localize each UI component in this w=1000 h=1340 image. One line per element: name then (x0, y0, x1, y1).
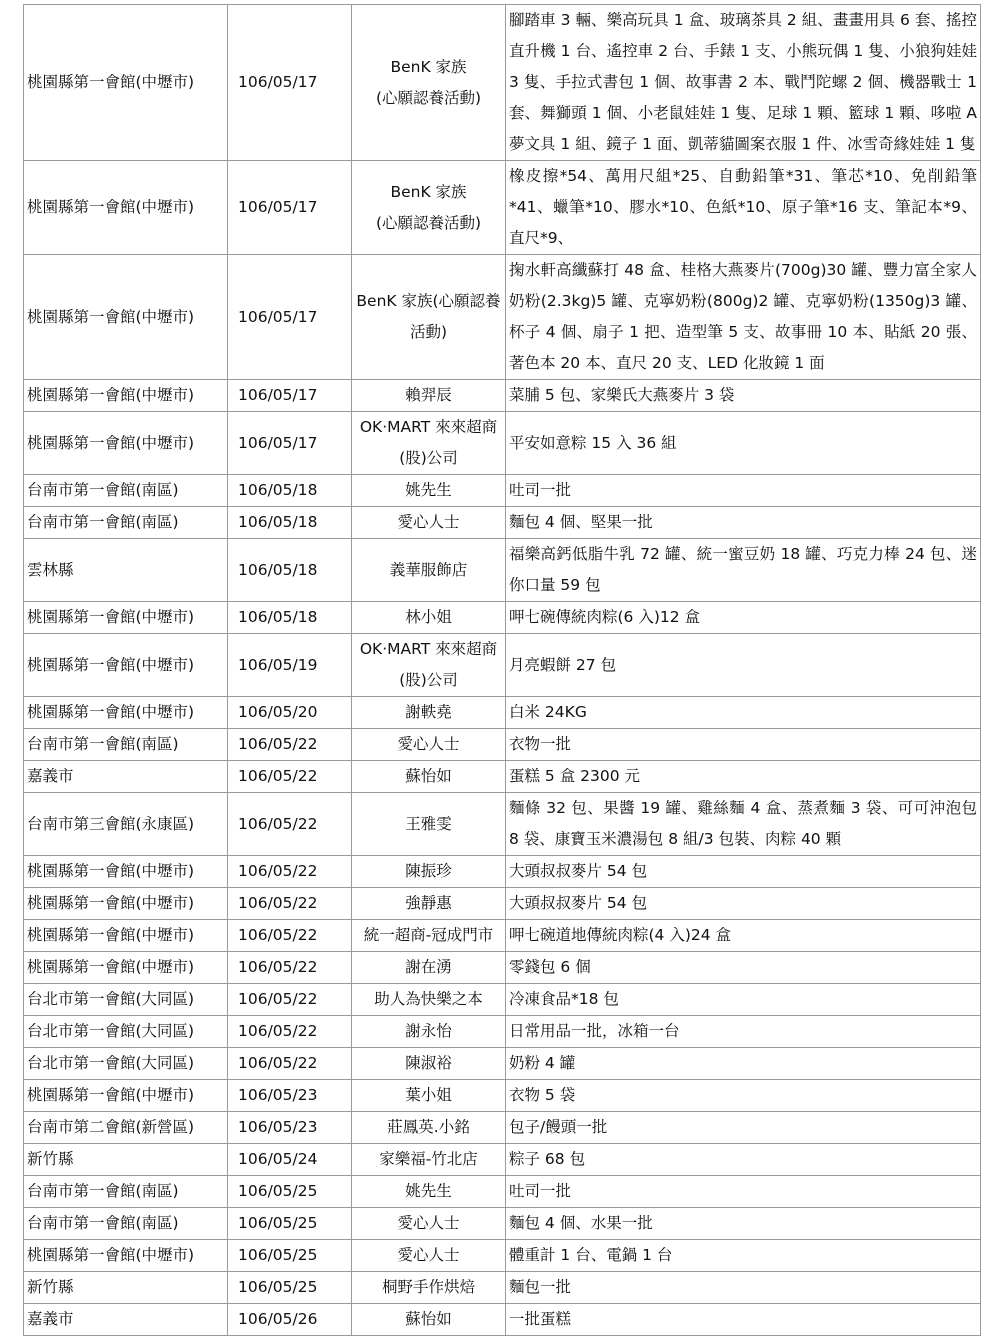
table-row (24, 729, 981, 761)
items-cell: 包子/饅頭一批 (506, 1112, 981, 1144)
donor-cell: 愛心人士 (352, 1208, 506, 1240)
location-cell: 桃園縣第一會館(中壢市) (24, 412, 228, 475)
items-cell: 福樂高鈣低脂牛乳 72 罐、統一蜜豆奶 18 罐、巧克力棒 24 包、迷你口量 59 包 (506, 539, 981, 602)
donor-cell: 王雅雯 (352, 793, 506, 856)
donor-cell: 蘇怡如 (352, 1304, 506, 1336)
table-row (24, 161, 981, 255)
date-cell: 106/05/22 (228, 1016, 352, 1048)
date-cell: 106/05/22 (228, 793, 352, 856)
table-row (24, 1240, 981, 1272)
donor-cell: 愛心人士 (352, 729, 506, 761)
date-cell: 106/05/25 (228, 1176, 352, 1208)
table-row (24, 1272, 981, 1304)
items-cell: 腳踏車 3 輛、樂高玩具 1 盒、玻璃茶具 2 組、畫畫用具 6 套、搖控直升機 1 台、遙控車 2 台、手錶 1 支、小熊玩偶 1 隻、小狼狗娃娃 3 隻、手拉式書包 1 個、故事書 2 本、戰鬥陀螺 2 個、機器戰士 1 套、舞獅頭 1 個、小老鼠娃娃 1 隻、足球 1 顆、籃球 1 顆、哆啦 A 夢文具 1 組、鏡子 1 面、凱蒂貓圖案衣服 1 件、冰雪奇緣娃娃 1 隻 (506, 5, 981, 161)
table-row (24, 793, 981, 856)
donor-cell: 莊鳳英.小銘 (352, 1112, 506, 1144)
donor-cell: 蘇怡如 (352, 761, 506, 793)
donor-cell: 姚先生 (352, 475, 506, 507)
items-cell: 蛋糕 5 盒 2300 元 (506, 761, 981, 793)
items-cell: 衣物一批 (506, 729, 981, 761)
location-cell: 桃園縣第一會館(中壢市) (24, 380, 228, 412)
date-cell: 106/05/22 (228, 856, 352, 888)
table-row (24, 1112, 981, 1144)
location-cell: 台南市第一會館(南區) (24, 1208, 228, 1240)
date-cell: 106/05/22 (228, 729, 352, 761)
items-cell: 吐司一批 (506, 1176, 981, 1208)
location-cell: 嘉義市 (24, 1304, 228, 1336)
location-cell: 台北市第一會館(大同區) (24, 984, 228, 1016)
date-cell: 106/05/22 (228, 984, 352, 1016)
donor-cell: 謝在湧 (352, 952, 506, 984)
date-cell: 106/05/22 (228, 761, 352, 793)
date-cell: 106/05/19 (228, 634, 352, 697)
table-row (24, 412, 981, 475)
date-cell: 106/05/18 (228, 539, 352, 602)
donor-cell: 強靜惠 (352, 888, 506, 920)
table-row (24, 1016, 981, 1048)
table-row (24, 5, 981, 161)
items-cell: 冷凍食品*18 包 (506, 984, 981, 1016)
items-cell: 菜脯 5 包、家樂氏大燕麥片 3 袋 (506, 380, 981, 412)
date-cell: 106/05/26 (228, 1304, 352, 1336)
items-cell: 一批蛋糕 (506, 1304, 981, 1336)
location-cell: 新竹縣 (24, 1272, 228, 1304)
donor-cell: BenK 家族 (心願認養活動) (352, 5, 506, 161)
donor-cell: BenK 家族 (心願認養活動) (352, 161, 506, 255)
items-cell: 奶粉 4 罐 (506, 1048, 981, 1080)
location-cell: 台南市第一會館(南區) (24, 475, 228, 507)
items-cell: 掬水軒高纖蘇打 48 盒、桂格大燕麥片(700g)30 罐、豐力富全家人奶粉(2.3kg)5 罐、克寧奶粉(800g)2 罐、克寧奶粉(1350g)3 罐、杯子 4 個、扇子 1 把、造型筆 5 支、故事冊 10 本、貼紙 20 張、著色本 20 本、直尺 20 支、LED 化妝鏡 1 面 (506, 255, 981, 380)
table-row (24, 1304, 981, 1336)
date-cell: 106/05/17 (228, 5, 352, 161)
location-cell: 台北市第一會館(大同區) (24, 1048, 228, 1080)
location-cell: 桃園縣第一會館(中壢市) (24, 1240, 228, 1272)
table-row (24, 475, 981, 507)
location-cell: 台南市第一會館(南區) (24, 729, 228, 761)
items-cell: 麵包 4 個、堅果一批 (506, 507, 981, 539)
date-cell: 106/05/17 (228, 255, 352, 380)
table-row (24, 1080, 981, 1112)
table-row (24, 1208, 981, 1240)
location-cell: 桃園縣第一會館(中壢市) (24, 634, 228, 697)
date-cell: 106/05/25 (228, 1240, 352, 1272)
table-row (24, 255, 981, 380)
date-cell: 106/05/22 (228, 1048, 352, 1080)
location-cell: 新竹縣 (24, 1144, 228, 1176)
location-cell: 台南市第三會館(永康區) (24, 793, 228, 856)
donor-cell: BenK 家族(心願認養活動) (352, 255, 506, 380)
donor-cell: 助人為快樂之本 (352, 984, 506, 1016)
date-cell: 106/05/18 (228, 475, 352, 507)
location-cell: 桃園縣第一會館(中壢市) (24, 888, 228, 920)
donor-cell: 統一超商-冠成門市 (352, 920, 506, 952)
date-cell: 106/05/25 (228, 1272, 352, 1304)
donor-cell: 義華服飾店 (352, 539, 506, 602)
donor-cell: 家樂福-竹北店 (352, 1144, 506, 1176)
location-cell: 桃園縣第一會館(中壢市) (24, 1080, 228, 1112)
date-cell: 106/05/22 (228, 888, 352, 920)
location-cell: 嘉義市 (24, 761, 228, 793)
donor-cell: OK·MART 來來超商(股)公司 (352, 634, 506, 697)
items-cell: 呷七碗道地傳統肉粽(4 入)24 盒 (506, 920, 981, 952)
location-cell: 桃園縣第一會館(中壢市) (24, 161, 228, 255)
location-cell: 桃園縣第一會館(中壢市) (24, 697, 228, 729)
table-row (24, 697, 981, 729)
date-cell: 106/05/25 (228, 1208, 352, 1240)
table-row (24, 1176, 981, 1208)
table-row (24, 952, 981, 984)
items-cell: 麵包 4 個、水果一批 (506, 1208, 981, 1240)
items-cell: 體重計 1 台、電鍋 1 台 (506, 1240, 981, 1272)
table-row (24, 920, 981, 952)
items-cell: 月亮蝦餅 27 包 (506, 634, 981, 697)
table-row (24, 1048, 981, 1080)
date-cell: 106/05/24 (228, 1144, 352, 1176)
table-row (24, 984, 981, 1016)
date-cell: 106/05/23 (228, 1080, 352, 1112)
location-cell: 桃園縣第一會館(中壢市) (24, 255, 228, 380)
date-cell: 106/05/17 (228, 412, 352, 475)
donor-cell: 桐野手作烘焙 (352, 1272, 506, 1304)
items-cell: 麵條 32 包、果醬 19 罐、雞絲麵 4 盒、蒸煮麵 3 袋、可可沖泡包 8 袋、康寶玉米濃湯包 8 組/3 包裝、肉粽 40 顆 (506, 793, 981, 856)
items-cell: 麵包一批 (506, 1272, 981, 1304)
donation-table-body (24, 5, 981, 1336)
date-cell: 106/05/23 (228, 1112, 352, 1144)
date-cell: 106/05/22 (228, 920, 352, 952)
table-row (24, 380, 981, 412)
items-cell: 白米 24KG (506, 697, 981, 729)
donation-table (23, 4, 981, 1336)
donor-cell: 愛心人士 (352, 507, 506, 539)
date-cell: 106/05/18 (228, 602, 352, 634)
date-cell: 106/05/18 (228, 507, 352, 539)
table-row (24, 539, 981, 602)
date-cell: 106/05/20 (228, 697, 352, 729)
location-cell: 台北市第一會館(大同區) (24, 1016, 228, 1048)
items-cell: 呷七碗傳統肉粽(6 入)12 盒 (506, 602, 981, 634)
donor-cell: OK·MART 來來超商(股)公司 (352, 412, 506, 475)
table-row (24, 856, 981, 888)
table-row (24, 1144, 981, 1176)
donor-cell: 陳淑裕 (352, 1048, 506, 1080)
location-cell: 桃園縣第一會館(中壢市) (24, 952, 228, 984)
donor-cell: 陳振珍 (352, 856, 506, 888)
date-cell: 106/05/22 (228, 952, 352, 984)
donor-cell: 姚先生 (352, 1176, 506, 1208)
location-cell: 桃園縣第一會館(中壢市) (24, 920, 228, 952)
table-row (24, 507, 981, 539)
table-row (24, 761, 981, 793)
items-cell: 大頭叔叔麥片 54 包 (506, 888, 981, 920)
items-cell: 大頭叔叔麥片 54 包 (506, 856, 981, 888)
items-cell: 平安如意粽 15 入 36 組 (506, 412, 981, 475)
donor-cell: 謝軼堯 (352, 697, 506, 729)
donor-cell: 愛心人士 (352, 1240, 506, 1272)
donor-cell: 賴羿辰 (352, 380, 506, 412)
donor-cell: 葉小姐 (352, 1080, 506, 1112)
items-cell: 吐司一批 (506, 475, 981, 507)
items-cell: 粽子 68 包 (506, 1144, 981, 1176)
donor-cell: 林小姐 (352, 602, 506, 634)
items-cell: 零錢包 6 個 (506, 952, 981, 984)
items-cell: 橡皮擦*54、萬用尺組*25、自動鉛筆*31、筆芯*10、免削鉛筆*41、蠟筆*10、膠水*10、色紙*10、原子筆*16 支、筆記本*9、直尺*9、 (506, 161, 981, 255)
date-cell: 106/05/17 (228, 380, 352, 412)
items-cell: 日常用品一批，冰箱一台 (506, 1016, 981, 1048)
table-row (24, 634, 981, 697)
table-row (24, 602, 981, 634)
date-cell: 106/05/17 (228, 161, 352, 255)
location-cell: 桃園縣第一會館(中壢市) (24, 5, 228, 161)
location-cell: 雲林縣 (24, 539, 228, 602)
items-cell: 衣物 5 袋 (506, 1080, 981, 1112)
location-cell: 台南市第一會館(南區) (24, 1176, 228, 1208)
donor-cell: 謝永怡 (352, 1016, 506, 1048)
location-cell: 桃園縣第一會館(中壢市) (24, 602, 228, 634)
location-cell: 桃園縣第一會館(中壢市) (24, 856, 228, 888)
table-row (24, 888, 981, 920)
location-cell: 台南市第二會館(新營區) (24, 1112, 228, 1144)
location-cell: 台南市第一會館(南區) (24, 507, 228, 539)
